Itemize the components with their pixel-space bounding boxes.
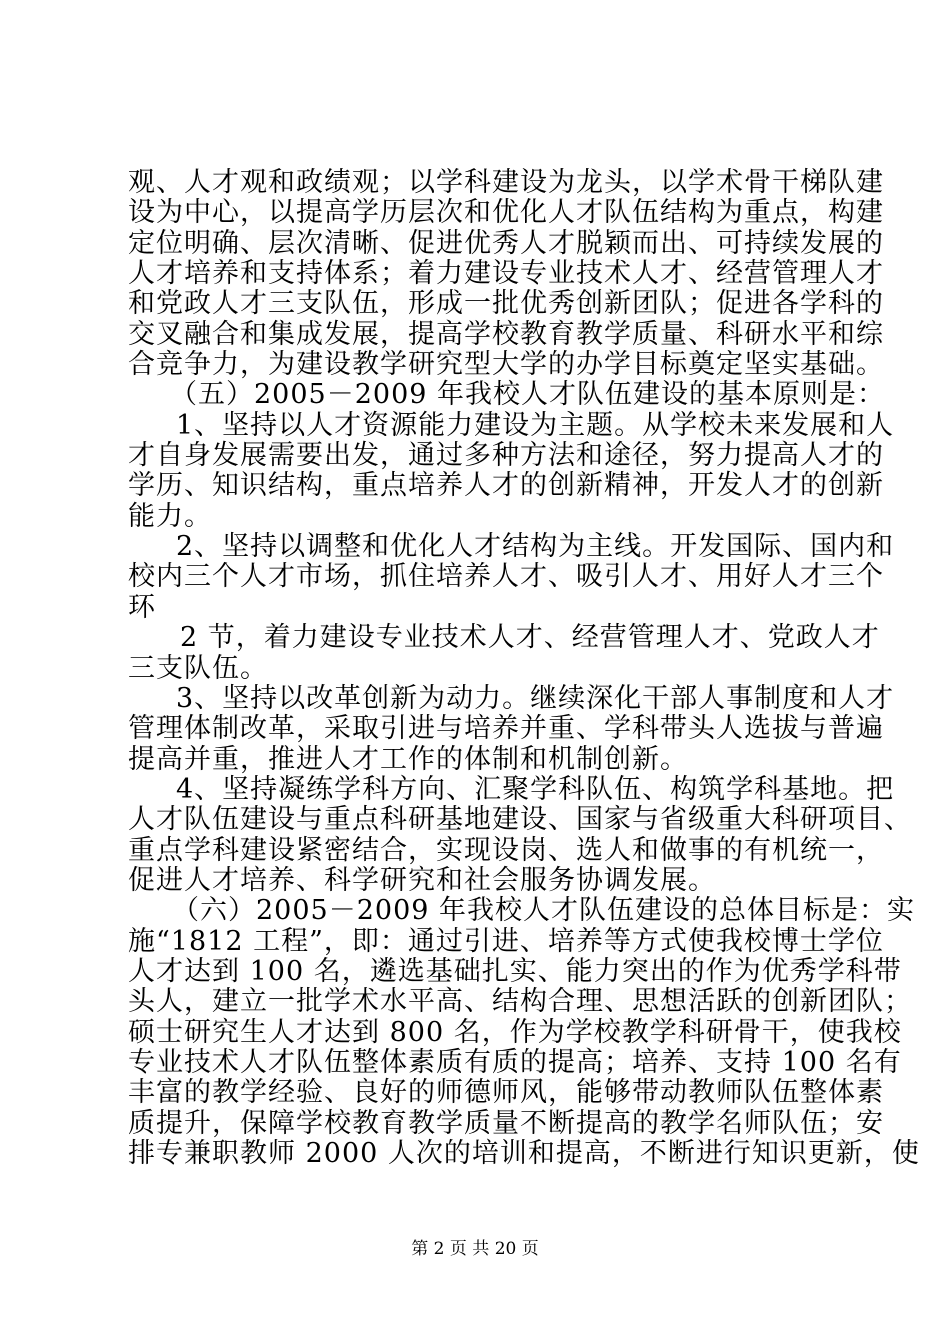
text-line: 和党政人才三支队伍，形成一批优秀创新团队；促进各学科的 [128, 288, 884, 319]
text-line: 施“1812 工程”，即：通过引进、培养等方式使我校博士学位 [128, 926, 884, 957]
text-line: 2 节，着力建设专业技术人才、经营管理人才、党政人才 [180, 622, 880, 653]
text-line: 设为中心，以提高学历层次和优化人才队伍结构为重点，构建 [128, 197, 884, 228]
text-line: 三支队伍。 [128, 653, 268, 684]
text-line: 管理体制改革，采取引进与培养并重、学科带头人选拔与普遍 [128, 713, 884, 744]
text-line: 交叉融合和集成发展，提高学校教育教学质量、科研水平和综 [128, 319, 884, 350]
text-line: 硕士研究生人才达到 800 名，作为学校教学科研骨干，使我校 [128, 1017, 902, 1048]
text-line: 观、人才观和政绩观；以学科建设为龙头，以学术骨干梯队建 [128, 167, 884, 198]
text-line: 1、坚持以人才资源能力建设为主题。从学校未来发展和人 [176, 410, 895, 441]
text-line: 重点学科建设紧密结合，实现设岗、选人和做事的有机统一， [128, 835, 884, 866]
text-line: 专业技术人才队伍整体素质有质的提高；培养、支持 100 名有 [128, 1047, 902, 1078]
text-line: 质提升，保障学校教育教学质量不断提高的教学名师队伍；安 [128, 1108, 884, 1139]
section-heading: （五）2005－2009 年我校人才队伍建设的基本原则是： [170, 379, 886, 410]
text-line: 合竞争力，为建设教学研究型大学的办学目标奠定坚实基础。 [128, 349, 884, 380]
text-line: 人才队伍建设与重点科研基地建设、国家与省级重大科研项目、 [128, 804, 912, 835]
text-line: 4、坚持凝练学科方向、汇聚学科队伍、构筑学科基地。把 [176, 774, 895, 805]
text-line: 头人，建立一批学术水平高、结构合理、思想活跃的创新团队； [128, 986, 912, 1017]
text-line: 才自身发展需要出发，通过多种方法和途径，努力提高人才的 [128, 440, 884, 471]
text-line: 2、坚持以调整和优化人才结构为主线。开发国际、国内和 [176, 531, 895, 562]
text-line: 环 [128, 592, 156, 623]
text-line: 排专兼职教师 2000 人次的培训和提高，不断进行知识更新，使 [128, 1138, 920, 1169]
section-heading: （六）2005－2009 年我校人才队伍建设的总体目标是：实 [172, 895, 916, 926]
text-line: 丰富的教学经验、良好的师德师风，能够带动教师队伍整体素 [128, 1077, 884, 1108]
text-line: 人才达到 100 名，遴选基础扎实、能力突出的作为优秀学科带 [128, 956, 902, 987]
text-line: 3、坚持以改革创新为动力。继续深化干部人事制度和人才 [176, 683, 895, 714]
text-line: 人才培养和支持体系；着力建设专业技术人才、经营管理人才 [128, 258, 884, 289]
text-line: 定位明确、层次清晰、促进优秀人才脱颖而出、可持续发展的 [128, 228, 884, 259]
text-line: 提高并重，推进人才工作的体制和机制创新。 [128, 744, 688, 775]
text-line: 学历、知识结构，重点培养人才的创新精神，开发人才的创新 [128, 470, 884, 501]
page-footer: 第 2 页 共 20 页 [411, 1239, 539, 1259]
text-line: 促进人才培养、科学研究和社会服务协调发展。 [128, 865, 716, 896]
text-line: 校内三个人才市场，抓住培养人才、吸引人才、用好人才三个 [128, 561, 884, 592]
text-line: 能力。 [128, 501, 212, 532]
